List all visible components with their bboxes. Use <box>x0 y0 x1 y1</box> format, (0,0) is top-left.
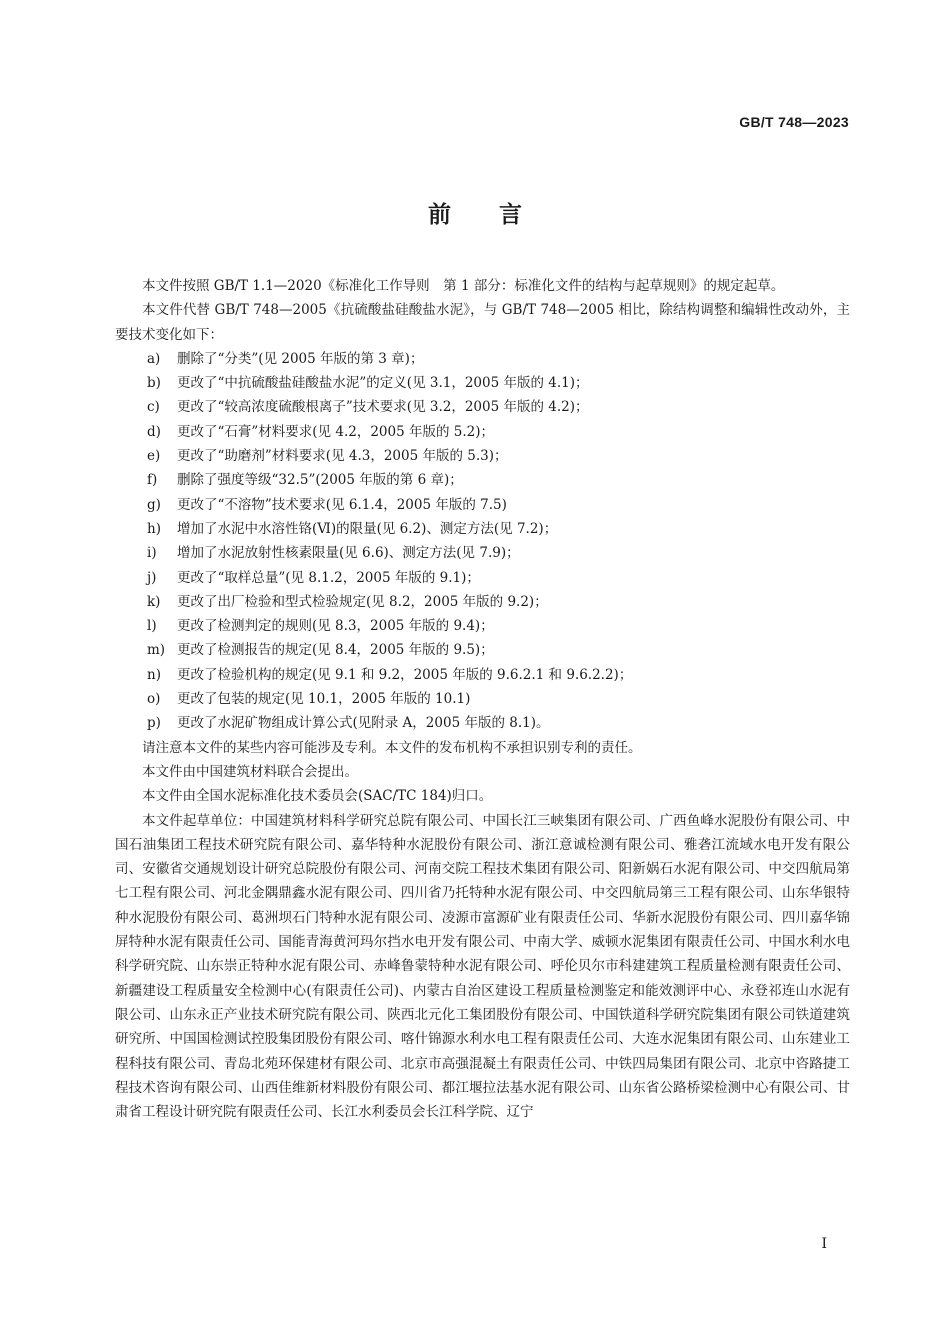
list-marker: e) <box>147 448 161 465</box>
list-item <box>115 444 850 468</box>
list-marker: i) <box>147 545 157 562</box>
changes-list <box>115 347 850 736</box>
list-marker: p) <box>147 715 161 732</box>
list-marker: o) <box>147 691 161 708</box>
patent-note: 请注意本文件的某些内容可能涉及专利。本文件的发布机构不承担识别专利的责任。 <box>142 739 642 756</box>
list-marker: n) <box>147 666 161 683</box>
list-marker: j) <box>147 569 157 586</box>
foreword-body <box>115 274 850 1124</box>
list-item-text: 更改了“不溶物”技术要求(见 6.1.4，2005 年版的 7.5) <box>177 496 507 513</box>
list-item <box>115 395 850 419</box>
page-number: Ⅰ <box>821 1236 827 1252</box>
list-item-text: 更改了“中抗硫酸盐硅酸盐水泥”的定义(见 3.1，2005 年版的 4.1)； <box>177 375 589 392</box>
list-item-text: 更改了检测判定的规则(见 8.3，2005 年版的 9.4)； <box>177 618 494 635</box>
list-item-text: 更改了检验机构的规定(见 9.1 和 9.2，2005 年版的 9.6.2.1 和 9.6.2.2)； <box>177 666 633 683</box>
list-item-text: 增加了水泥中水溶性铬(Ⅵ)的限量(见 6.2)、测定方法(见 7.2)； <box>177 520 558 537</box>
list-item-text: 删除了强度等级“32.5”(2005 年版的第 6 章)； <box>177 472 463 489</box>
list-item-text: 更改了“取样总量”(见 8.1.2，2005 年版的 9.1)； <box>177 569 480 586</box>
page-title: 前言 <box>428 202 570 228</box>
list-item <box>115 638 850 662</box>
list-marker: k) <box>147 593 161 610</box>
list-item <box>115 371 850 395</box>
list-item <box>115 711 850 735</box>
list-item <box>115 687 850 711</box>
list-item-text: 更改了“助磨剂”材料要求(见 4.3，2005 年版的 5.3)； <box>177 448 508 465</box>
list-marker: c) <box>147 399 160 416</box>
list-item <box>115 347 850 371</box>
intro-paragraph: 本文件按照 GB/T 1.1—2020《标准化工作导则 第 1 部分：标准化文件的结构与起草规则》的规定起草。 <box>142 278 785 294</box>
list-item <box>115 541 850 565</box>
list-item <box>115 468 850 492</box>
list-item-text: 更改了“石膏”材料要求(见 4.2，2005 年版的 5.2)； <box>177 423 495 440</box>
list-marker: l) <box>147 618 157 635</box>
list-marker: d) <box>147 423 161 440</box>
committee-note: 本文件由全国水泥标准化技术委员会(SAC/TC 184)归口。 <box>142 788 493 805</box>
list-item-text: 增加了水泥放射性核素限量(见 6.6)、测定方法(见 7.9)； <box>177 545 520 562</box>
list-item-text: 更改了出厂检验和型式检验规定(见 8.2，2005 年版的 9.2)； <box>177 593 548 610</box>
list-marker: m) <box>147 642 166 659</box>
list-item <box>115 566 850 590</box>
list-marker: h) <box>147 520 161 537</box>
list-marker: f) <box>147 472 158 489</box>
proposer-note: 本文件由中国建筑材料联合会提出。 <box>142 763 358 780</box>
list-item <box>115 590 850 614</box>
list-item <box>115 493 850 517</box>
list-item-text: 删除了“分类”(见 2005 年版的第 3 章)； <box>177 350 424 367</box>
list-item <box>115 614 850 638</box>
list-item <box>115 517 850 541</box>
list-item-text: 更改了“较高浓度硫酸根离子”技术要求(见 3.2，2005 年版的 4.2)； <box>177 399 589 416</box>
list-item-text: 更改了检测报告的规定(见 8.4，2005 年版的 9.5)； <box>177 642 494 659</box>
list-item <box>115 663 850 687</box>
intro-paragraph: 本文件代替 GB/T 748—2005《抗硫酸盐硅酸盐水泥》，与 GB/T 748—2005 相比，除结构调整和编辑性改动外，主要技术变化如下： <box>115 302 850 343</box>
drafting-units: 本文件起草单位：中国建筑材料科学研究总院有限公司、中国长江三峡集团有限公司、广西鱼峰水泥股份有限公司、中国石油集团工程技术研究院有限公司、嘉华特种水泥股份有限公司、浙江意诚检测有限公司、雅砻江流域水电开发有限公司、安徽省交通规划设计研究总院股份有限公司、河南交院工程技术集团有限公司、阳新娲石水泥有限公司、中交四航局第七工程有限公司、河北金隅鼎鑫水泥有限公司、四川省乃托特种水泥有限公司、中交四航局第三工程有限公司、山东华银特种水泥股份有限公司、葛洲坝石门特种水泥有限公司、凌源市富源矿业有限责任公司、华新水泥股份有限公司、四川嘉华锦屏特种水泥有限责任公司、国能青海黄河玛尔挡水电开发有限公司、中南大学、威顿水泥集团有限责任公司、中国水利水电科学研究院、山东崇正特种水泥有限公司、赤峰鲁蒙特种水泥有限公司、呼伦贝尔市科建建筑工程质量检测有限责任公司、新疆建设工程质量安全检测中心(有限责任公司)、内蒙古自治区建设工程质量检测鉴定和能效测评中心、永登祁连山水泥有限公司、山东永正产业技术研究院有限公司、陕西北元化工集团股份有限公司、中国铁道科学研究院集团有限公司铁道建筑研究所、中国国检测试控股集团股份有限公司、喀什锦源水利水电工程有限责任公司、大连水泥集团有限公司、山东建业工程科技有限公司、青岛北苑环保建材有限公司、北京市高强混凝土有限责任公司、中铁四局集团有限公司、北京中咨路捷工程技术咨询有限公司、山西佳维新材料股份有限公司、都江堰拉法基水泥有限公司、山东省公路桥梁检测中心有限公司、甘肃省工程设计研究院有限责任公司、长江水利委员会长江科学院、辽宁 <box>115 812 850 1121</box>
list-item-text: 更改了水泥矿物组成计算公式(见附录 A，2005 年版的 8.1)。 <box>177 715 550 732</box>
list-marker: b) <box>147 375 161 392</box>
list-item <box>115 420 850 444</box>
list-marker: g) <box>147 496 161 513</box>
list-marker: a) <box>147 350 161 367</box>
list-item-text: 更改了包装的规定(见 10.1，2005 年版的 10.1) <box>177 691 471 708</box>
standard-number: GB/T 748—2023 <box>739 114 849 130</box>
